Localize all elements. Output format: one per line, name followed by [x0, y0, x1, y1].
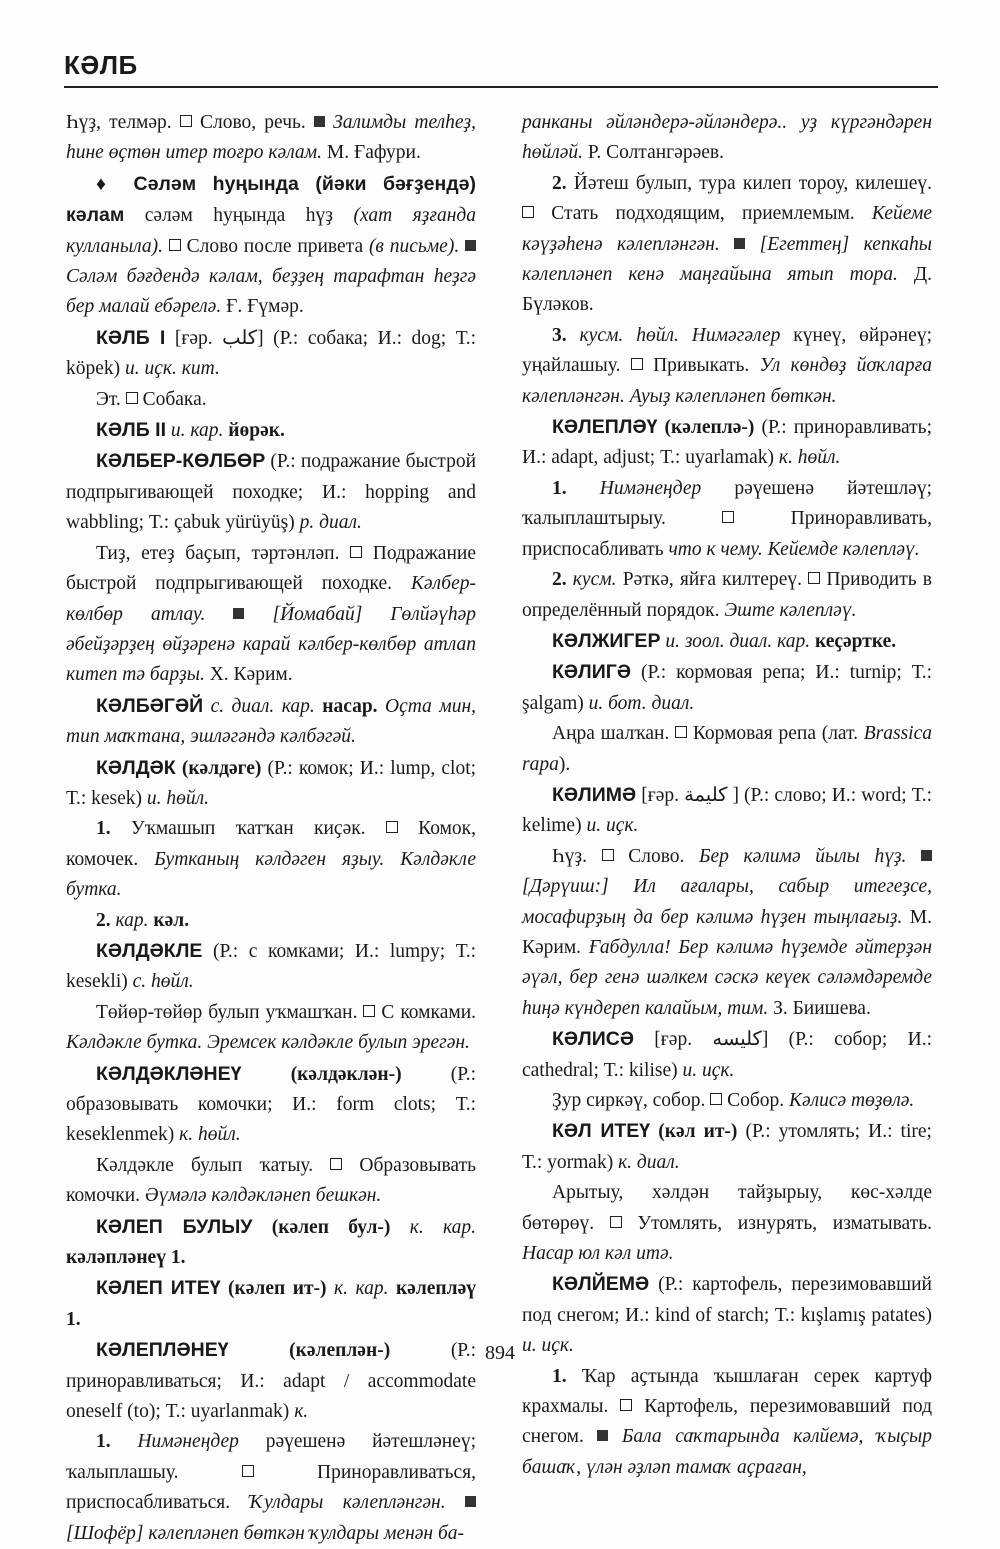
square-icon [242, 1465, 254, 1477]
entry-headword: КӘЛЕП БУЛЫУ (кәлеп бул-) к. кар. кәләпләнеү 1. [66, 1215, 477, 1269]
entry-headword: КӘЛДӘКЛӘНЕҮ (кәлдәклән-) (Р.: образовывать комочки; И.: form clots; Т.: keseklenmek) к. һөйл. [66, 1062, 476, 1146]
square-icon [602, 849, 614, 861]
entry-text: Аңра шалҡан. Кормовая репа (лат. Brassica rapa). [522, 723, 932, 775]
example-marker-icon [597, 1430, 608, 1441]
example-marker-icon [465, 1496, 476, 1507]
page-number: 894 [485, 1342, 515, 1364]
entry-text: Эт. Собака. [96, 388, 207, 410]
square-icon [675, 726, 687, 738]
entry-headword: КӘЛЖИГЕР и. зоол. диал. кар. кеҫәртке. [552, 629, 897, 652]
example-marker-icon [465, 240, 476, 251]
square-icon [522, 206, 534, 218]
entry-text: Ҙур сиркәү, собор. Собор. Кәлисә төҙөлә. [552, 1090, 915, 1111]
entry-sense: 3. кусм. һөйл. Нимәгәлер күнеү, өйрәнеү; уңайлашыу. Привыкать. Ул көндөҙ йоҡларға кәлепләнгән. Ауыҙ кәлепләнеп бөткән. [522, 324, 933, 407]
square-icon [386, 821, 398, 833]
entry-text: Арытыу, хәлдән тайҙырыу, көс-хәлде бөтөрөү. Утомлять, изнурять, изматывать. Насар юл кәл итә. [522, 1182, 932, 1265]
entry-sense: 1. Нимәнеңдер рәүешенә йәтешләү; ҡалыплаштырыу. Приноравливать, приспосабливать что к чему. Кейемде кәлепләү. [522, 477, 933, 560]
square-icon [330, 1158, 342, 1170]
entry-sense: 2. кусм. Рәткә, яйға килтереү. Приводить в определённый порядок. Эште кәлепләү. [522, 569, 933, 621]
example-marker-icon [734, 238, 745, 249]
square-icon [363, 1005, 375, 1017]
entry-headword: КӘЛЕПЛӘҮ (кәлеплә-) (Р.: приноравливать; И.: adapt, adjust; Т.: uyarlamak) к. һөйл. [522, 416, 932, 469]
entry-headword: КӘЛЙЕМӘ (Р.: картофель, перезимовавший под снегом; И.: kind of starch; Т.: kışlamış patates) и. иҫк. [522, 1273, 932, 1357]
square-icon [631, 358, 643, 370]
entry-sense: 1. Уҡмашып ҡатҡан киҫәк. Комок, комочек. Бутканың кәлдәген яҙыу. Кәлдәкле бутка. [66, 818, 477, 901]
entry-headword: КӘЛИСӘ [ғәр. كليسه] (Р.: собор; И.: cathedral; Т.: kilise) и. иҫк. [522, 1028, 933, 1081]
entry-headword: КӘЛБ I [ғәр. كلب] (Р.: собака; И.: dog; Т.: köpek) и. иҫк. кит. [66, 326, 477, 380]
entry-headword: КӘЛБЕР-КӨЛБӨР (Р.: подражание быстрой подпрыгивающей походке; И.: hopping and wabbling; Т.: çabuk yürüyüş) р. диал. [66, 450, 476, 534]
entry-text: Һүҙ. Слово. Бер кәлимә йылы һүҙ. [Дәрүиш:] Ил ағалары, сабыр итегеҙсе, мосафирҙың да бер кәлимә һүҙен тыңлағыҙ. М. Кәрим. Ғабдулла! Бер кәлимә һүҙемде әйтерҙән әүәл, бер генә шәлкем сәскә кеүек сәләмдәремде һиңә күндереп калайым, тим. З. Биишева. [522, 845, 932, 1019]
entry-headword: КӘЛДӘКЛЕ (Р.: с комками; И.: lumpy; Т.: kesekli) с. һөйл. [66, 939, 476, 993]
right-column [522, 108, 932, 1483]
entry-text: Төйөр-төйөр булып уҡмашҡан. С комками. Кәлдәкле бутка. Эремсек кәлдәкле булып эрегән. [66, 1001, 477, 1054]
square-icon [722, 511, 734, 523]
square-icon [620, 1399, 632, 1411]
entry-headword: КӘЛ ИТЕҮ (кәл ит-) (Р.: утомлять; И.: tire; Т.: yormak) к. диал. [522, 1120, 932, 1173]
entry-headword: КӘЛЕП ИТЕҮ (кәлеп ит-) к. кар. кәлепләү 1. [66, 1277, 477, 1330]
square-icon [610, 1216, 622, 1228]
entry-headword: КӘЛБӘГӘЙ с. диал. кар. насар. Оҫта мин, тип маҡтана, эшләгәндә кәлбәгәй. [66, 694, 476, 748]
entry-headword: КӘЛИМӘ [ғәр. كليمة ] (Р.: слово; И.: word; Т.: kelime) и. иҫк. [522, 783, 932, 837]
entry-sense: 1. Нимәнеңдер рәүешенә йәтешләнеү; ҡалыплашыу. Приноравливаться, приспосабливаться. Ҡулдары кәлепләнгән. [Шофёр] кәлепләнеп бөткән ҡулдары менән ба- [66, 1431, 477, 1544]
square-icon [808, 572, 820, 584]
running-head: КӘЛБ [64, 50, 138, 80]
entry-text: Кәлдәкле булып ҡатыу. Образовывать комочки. Әүмәлә кәлдәкләнеп бешкән. [66, 1154, 476, 1207]
left-column [66, 108, 476, 1549]
square-icon [180, 115, 192, 127]
example-marker-icon [314, 116, 325, 127]
example-marker-icon [921, 850, 932, 861]
example-marker-icon [233, 608, 244, 619]
square-icon [710, 1093, 722, 1105]
square-icon [169, 239, 181, 251]
entry-text: ранканы әйләндерә-әйләндерә.. уҙ күргәндәрен һөйләй. Р. Солтангәрәев. [522, 112, 932, 164]
entry-sense: 2. Йәтеш булып, тура килеп тороу, килешеү. Стать подходящим, приемлемым. Кейеме кәүҙәһенә кәлепләнгән. [Егеттең] кепкаһы кәлепләнеп кенә маңғайына ятып тора. Д. Бүләков. [522, 172, 933, 316]
entry-headword: КӘЛБ II и. кар. йөрәк. [96, 419, 285, 442]
square-icon [126, 392, 138, 404]
entry-text: Тиҙ, етеҙ баҫып, тәртәнләп. Подражание быстрой подпрыгивающей походке. Кәлбер-көлбөр атлау. [Йомабай] Гөлйәүһәр әбейҙәрҙең өйҙәренә карай кәлбер-көлбөр атлап китеп тә барҙы. Х. Кәрим. [66, 542, 477, 686]
entry-headword: КӘЛДӘК (кәлдәге) (Р.: комок; И.: lump, clot; Т.: kesek) и. һөйл. [66, 756, 477, 809]
entry-text: Һүҙ, телмәр. Слово, речь. Залимды телһеҙ, һине өҫтөн итер тоғро кәлам. М. Ғафури. [66, 112, 477, 164]
entry-headword: КӘЛЕПЛӘНЕҮ (кәлеплән-) (Р.: приноравливаться; И.: adapt / accommodate oneself (to); Т.: uyarlanmak) к. [66, 1339, 477, 1423]
entry-headword: КӘЛИГӘ (Р.: кормовая репа; И.: turnip; Т.: şalgam) и. бот. диал. [522, 661, 933, 714]
entry-sense: 1. Ҡар аҫтында ҡышлаған серек картуф крахмалы. Картофель, перезимовавший под снегом. Бала саҡтарында кәлйемә, ҡыҫыр башаҡ, үлән әҙләп тамаҡ аҫраған, [522, 1365, 933, 1478]
square-icon [350, 546, 362, 558]
entry-sense: 2. кар. кәл. [96, 909, 190, 931]
header-rule [64, 86, 938, 88]
entry-phrase: ♦ Сәләм һуңында (йәки бәғҙендә) кәлам сәләм һуңында һүҙ (хат яҙғанда кулланыла). Слово после привета (в письме). Сәләм бәғдендә кәлам, беҙҙең тарафтан һеҙгә бер малай ебәрелә. Ғ. Ғүмәр. [66, 172, 477, 318]
